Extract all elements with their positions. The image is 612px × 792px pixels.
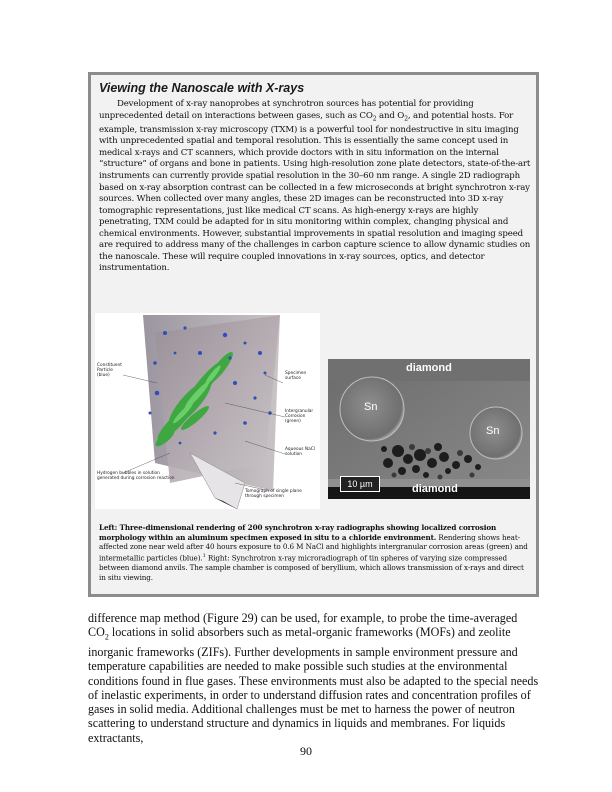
figure-caption bbox=[99, 523, 532, 583]
body-subscript-1: 2 bbox=[372, 115, 377, 123]
label-specimen-surface: Specimen surface bbox=[285, 371, 307, 381]
label-hydrogen: Hydrogen bubbles in solution generated during corrosion reaction bbox=[97, 471, 175, 481]
body-text-1: Development of x-ray nanoprobes at synchrotron sources has potential for providing unprecedented detail on interactions between gases, such as CO bbox=[99, 99, 474, 121]
label-diamond-top: diamond bbox=[406, 362, 452, 374]
main-text-2: locations in solid absorbers such as metal-organic frameworks (MOFs) and zeolite inorganic frameworks (ZIFs). Further developments in sample environment pressure and temperature capabilities are needed to make possible such studies at the environmental conditions found in flue gases. These environments must also be adapted to the special needs of inelastic experiments, in order to understand diffusion rates and concentration profiles of gases in solid media. Additional challenges must be met to harness the power of neutron scattering to understand structure and dynamics in liquids and membranes. For liquids extractants, bbox=[88, 625, 539, 745]
main-subscript: 2 bbox=[104, 632, 109, 642]
body-text-2: and O bbox=[376, 110, 405, 121]
figure-row bbox=[91, 311, 536, 511]
label-diamond-bottom: diamond bbox=[412, 483, 458, 495]
label-sn-right: Sn bbox=[486, 425, 500, 437]
tin-spheres-radiograph bbox=[328, 359, 530, 499]
label-sn-left: Sn bbox=[364, 401, 378, 413]
caption-footnote: 1 bbox=[202, 553, 206, 560]
label-aqueous: Aqueous NaCl solution bbox=[285, 447, 315, 457]
label-constituent: Constituent Particle (blue) bbox=[97, 363, 122, 378]
scale-bar: 10 µm bbox=[340, 476, 380, 492]
main-paragraph bbox=[88, 611, 539, 745]
caption-text-b: Right: Synchrotron x-ray microradiograph of tin spheres of varying size compressed between diamond anvils. The sample chamber is composed of beryllium, which allows transmission of x-rays and direct in situ viewing. bbox=[99, 553, 524, 582]
corrosion-rendering-figure bbox=[95, 313, 320, 509]
body-text-3: , and potential hosts. For example, transmission x-ray microscopy (TXM) is a powerful tool for nondestructive in situ imaging with unprecedented spatial and temporal resolution. This is essentially the same concept used in medical x-rays and CT scanners, which provide doctors with in situ information on the internal “structure” of organs and bone in patients. Using high-resolution zone plate detectors, state-of-the-art instruments can currently provide spatial resolution in the 30–60 nm range. A single 2D radiograph based on x-ray absorption contrast can be collected in a few microseconds at bright synchrotron x-ray sources. When collected over many angles, these 2D images can be reconstructed into 3D x-ray tomographic representations, just like medical CT scans. As high-energy x-rays are highly penetrating, TXM could be adapted for in situ monitoring within complex, changing physical and chemical environments. However, substantial improvements in spatial resolution and imaging speed are required to address many of the challenges in carbon capture science to allow dynamic studies on the nanoscale. These will require coupled innovations in x-ray sources, optics, and detector instrumentation. bbox=[99, 110, 531, 274]
sidebar-body bbox=[99, 99, 532, 275]
sidebar-title: Viewing the Nanoscale with X-rays bbox=[99, 81, 305, 95]
label-tomograph: Tomograph of single plane through specimen bbox=[245, 489, 302, 499]
body-subscript-2: 2 bbox=[404, 115, 408, 123]
main-text-1: difference map method (Figure 29) can be used, for example, to probe the time-averaged CO bbox=[88, 611, 518, 640]
label-intergranular: Intergranular Corrosion (green) bbox=[285, 409, 314, 424]
caption-text-a: Rendering shows heat-affected zone near weld after 40 hours exposure to 0.6 M NaCl and highlights intergranular corrosion areas (green) and intermetallic particles (blue). bbox=[99, 532, 528, 563]
page-number: 90 bbox=[300, 744, 312, 758]
sidebar-box bbox=[88, 72, 539, 597]
caption-bold: Left: Three-dimensional rendering of 200 synchrotron x-ray radiographs showing localized corrosion morphology within an aluminum specimen exposed in situ to a chloride environment. bbox=[99, 523, 497, 542]
